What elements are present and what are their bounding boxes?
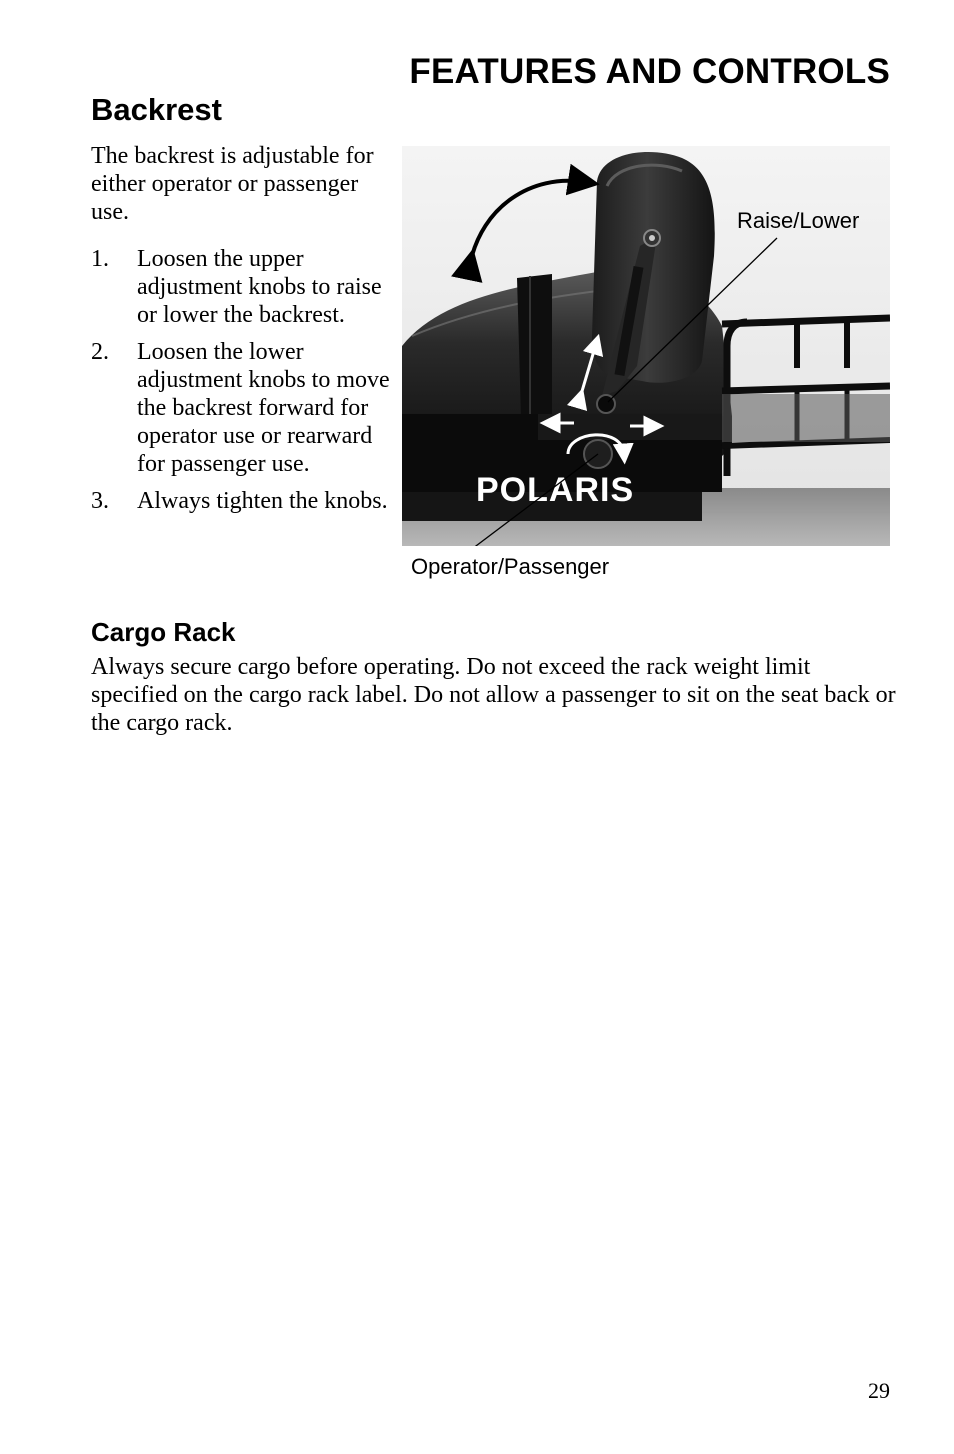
chapter-title: FEATURES AND CONTROLS xyxy=(409,52,890,91)
step-text: Loosen the upper adjustment knobs to raise or lower the backrest. xyxy=(137,246,382,328)
step-number: 3. xyxy=(91,488,109,514)
step-text: Loosen the lower adjustment knobs to move the backrest forward for operator use or rearward for passenger use. xyxy=(137,339,390,477)
backrest-intro: The backrest is adjustable for either operator or passenger use. xyxy=(91,143,374,225)
step-item xyxy=(91,487,396,515)
backrest-steps-list xyxy=(91,245,396,524)
step-item xyxy=(91,245,396,329)
callout-operator-passenger: Operator/Passenger xyxy=(411,554,610,579)
section-heading-backrest: Backrest xyxy=(91,92,222,127)
backrest-photo xyxy=(402,146,890,546)
callout-raise-lower: Raise/Lower xyxy=(737,208,860,233)
page-number: 29 xyxy=(868,1378,890,1403)
step-item xyxy=(91,338,396,478)
section-heading-cargo-rack: Cargo Rack xyxy=(91,617,236,647)
cargo-rack-text: Always secure cargo before operating. Do not exceed the rack weight limit specified on the cargo rack label. Do not allow a passenger to sit on the seat back or the cargo rack. xyxy=(91,654,896,736)
step-number: 2. xyxy=(91,339,109,365)
step-number: 1. xyxy=(91,246,109,272)
step-text: Always tighten the knobs. xyxy=(137,488,388,514)
polaris-logo: POLARIS xyxy=(476,471,635,509)
